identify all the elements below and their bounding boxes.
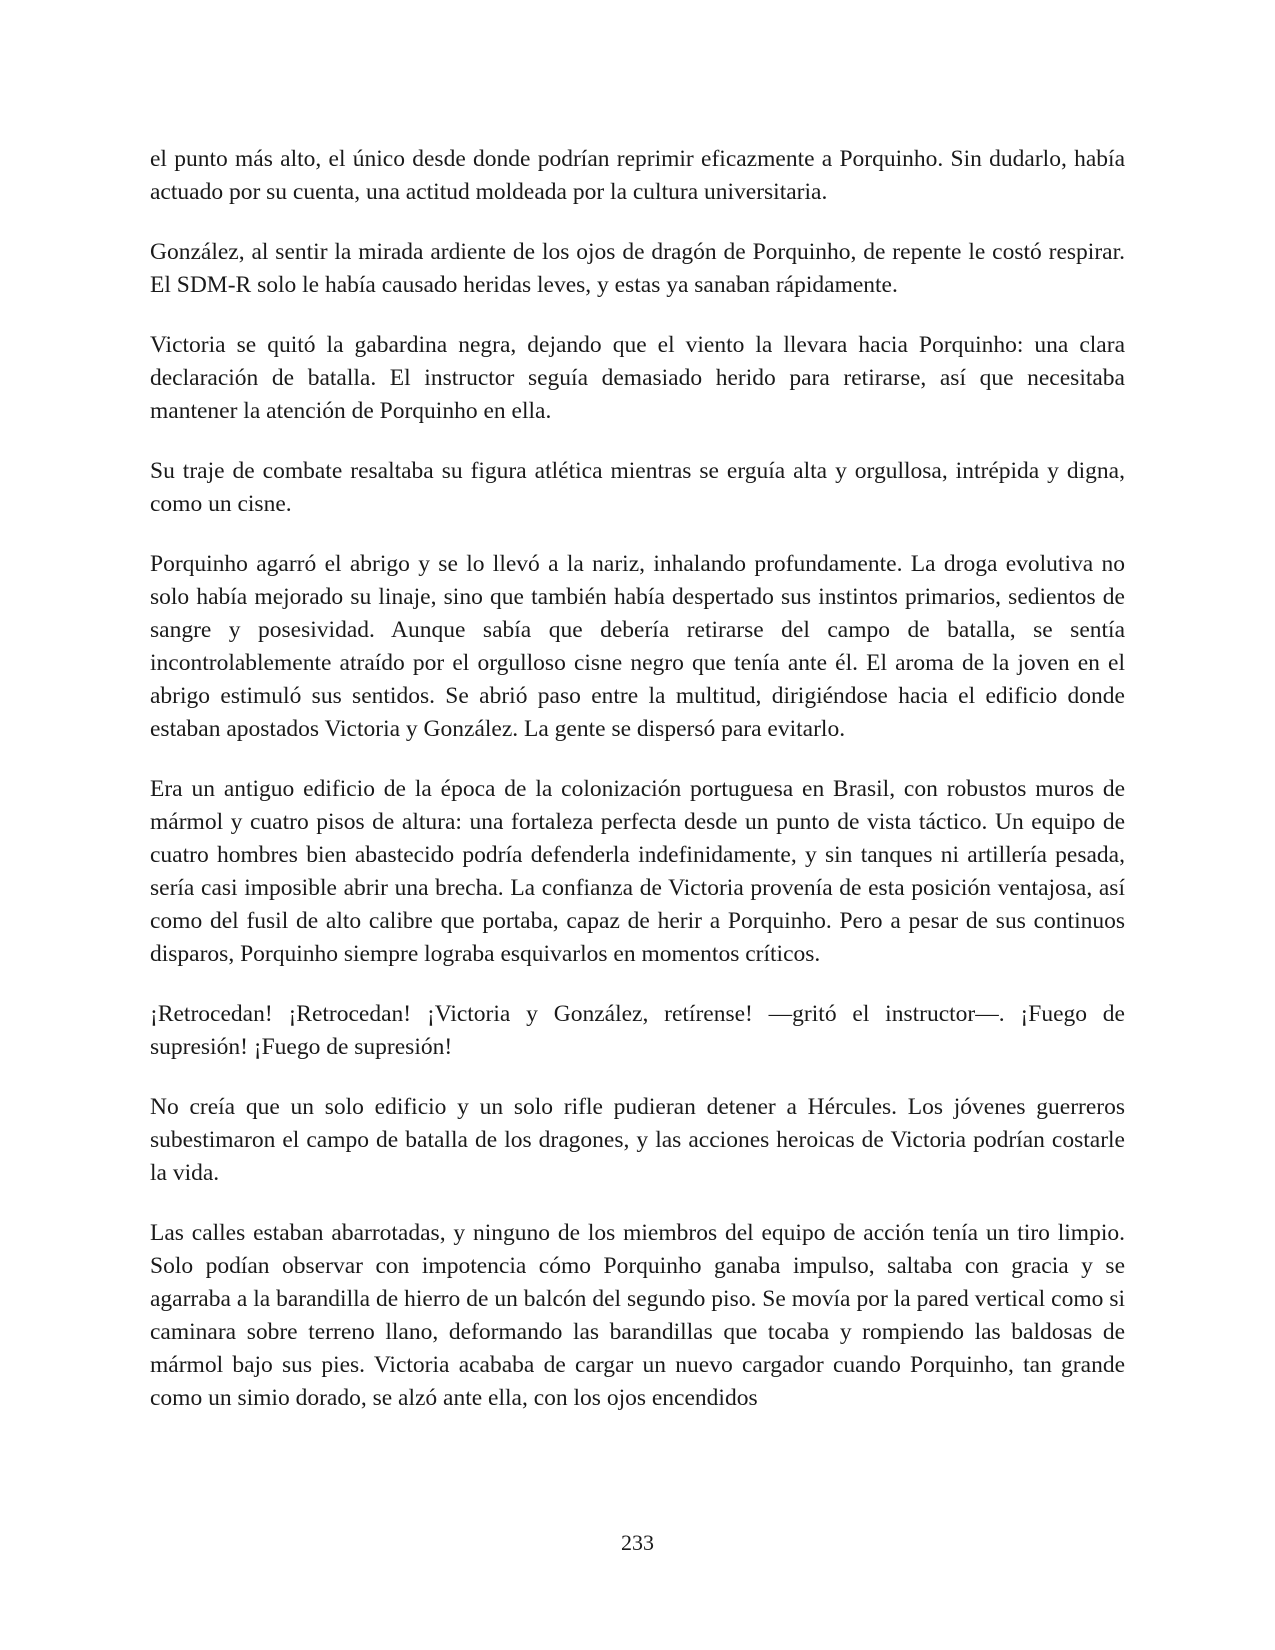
paragraph: González, al sentir la mirada ardiente de los ojos de dragón de Porquinho, de repente le costó respirar. El SDM-R solo le había causado heridas leves, y estas ya sanaban rápidamente. <box>150 239 1125 298</box>
paragraph: el punto más alto, el único desde donde podrían reprimir eficazmente a Porquinho. Sin dudarlo, había actuado por su cuenta, una actitud moldeada por la cultura universitaria. <box>150 146 1125 205</box>
paragraph: Porquinho agarró el abrigo y se lo llevó a la nariz, inhalando profundamente. La droga evolutiva no solo había mejorado su linaje, sino que también había despertado sus instintos primarios, sedientos de sangre y posesividad. Aunque sabía que debería retirarse del campo de batalla, se sentía incontrolablemente atraído por el orgulloso cisne negro que tenía ante él. El aroma de la joven en el abrigo estimuló sus sentidos. Se abrió paso entre la multitud, dirigiéndose hacia el edificio donde estaban apostados Victoria y González. La gente se dispersó para evitarlo. <box>150 551 1125 742</box>
paragraph: Victoria se quitó la gabardina negra, dejando que el viento la llevara hacia Porquinho: una clara declaración de batalla. El instructor seguía demasiado herido para retirarse, así que necesitaba mantener la atención de Porquinho en ella. <box>150 332 1125 424</box>
paragraph: Las calles estaban abarrotadas, y ninguno de los miembros del equipo de acción tenía un tiro limpio. Solo podían observar con impotencia cómo Porquinho ganaba impulso, saltaba con gracia y se agarraba a la barandilla de hierro de un balcón del segundo piso. Se movía por la pared vertical como si caminara sobre terreno llano, deformando las barandillas que tocaba y rompiendo las baldosas de mármol bajo sus pies. Victoria acababa de cargar un nuevo cargador cuando Porquinho, tan grande como un simio dorado, se alzó ante ella, con los ojos encendidos <box>150 1220 1125 1411</box>
paragraph: ¡Retrocedan! ¡Retrocedan! ¡Victoria y González, retírense! —gritó el instructor—. ¡Fuego de supresión! ¡Fuego de supresión! <box>150 1001 1125 1060</box>
paragraph: No creía que un solo edificio y un solo rifle pudieran detener a Hércules. Los jóvenes guerreros subestimaron el campo de batalla de los dragones, y las acciones heroicas de Victoria podrían costarle la vida. <box>150 1094 1125 1186</box>
paragraph: Su traje de combate resaltaba su figura atlética mientras se erguía alta y orgullosa, intrépida y digna, como un cisne. <box>150 458 1125 517</box>
page-number: 233 <box>621 1530 654 1555</box>
paragraph: Era un antiguo edificio de la época de la colonización portuguesa en Brasil, con robustos muros de mármol y cuatro pisos de altura: una fortaleza perfecta desde un punto de vista táctico. Un equipo de cuatro hombres bien abastecido podría defenderla indefinidamente, y sin tanques ni artillería pesada, sería casi imposible abrir una brecha. La confianza de Victoria provenía de esta posición ventajosa, así como del fusil de alto calibre que portaba, capaz de herir a Porquinho. Pero a pesar de sus continuos disparos, Porquinho siempre lograba esquivarlos en momentos críticos. <box>150 776 1125 967</box>
page-body <box>150 143 1125 1442</box>
